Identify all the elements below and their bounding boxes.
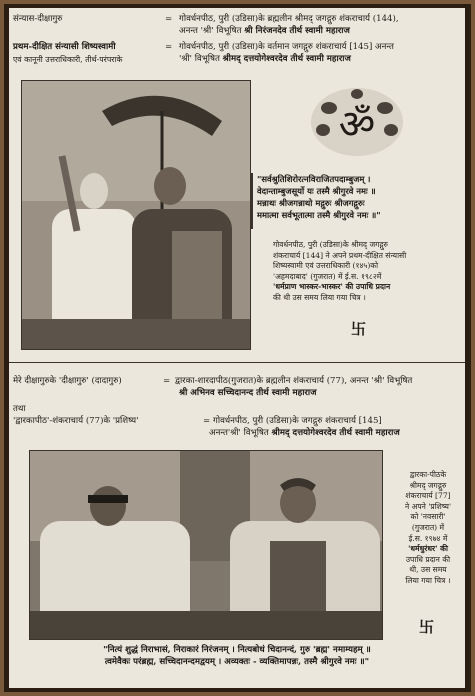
top-header-line-3	[13, 42, 394, 53]
shloka-line: ममात्मा सर्वभूतात्मा तस्मै श्रीगुरवे नमः ॥"	[257, 210, 381, 220]
caption-line: शिष्यस्वामी एवं उत्तराधिकारी (१४५)को	[273, 261, 379, 271]
grand-disciple-label: 'द्वारकापीठ'-शंकराचार्य (77)के 'प्रशिष्य'	[13, 416, 139, 426]
photo-1-caption	[273, 240, 463, 304]
equals-sign: =	[203, 416, 211, 426]
caption-line: श्रीमद् जगद्गुरु	[409, 480, 447, 490]
disciple-details: गोवर्धनपीठ, पुरी (उडिसा)के वर्तमान जगद्गुरु शंकराचार्य [145] अनन्त	[179, 42, 394, 52]
caption-line: 'धर्मधुरंधर' की	[408, 544, 448, 554]
shloka-block-1	[251, 173, 463, 229]
svg-text:ॐ: ॐ	[338, 102, 376, 148]
caption-line: थी, उस समय	[409, 565, 447, 575]
guru-photo-1-art	[22, 81, 250, 349]
mid-header-line-2	[179, 388, 317, 399]
section-divider	[9, 362, 465, 363]
mid-header-line-3	[13, 404, 26, 415]
shloka-line: "सर्वश्रुतिशिरोरत्नविराजितपदाम्बुजम् ।	[257, 174, 371, 184]
caption-line: (गुजरात) में	[411, 522, 445, 532]
top-header-line-2	[179, 26, 350, 37]
swastika-symbol: 卐	[351, 320, 367, 338]
equals-sign: =	[163, 376, 171, 386]
guru-name: श्री निरंजनदेव तीर्थ स्वामी महाराज	[244, 26, 350, 36]
sanyas-guru-details: गोवर्धनपीठ, पुरी (उडिसा)के ब्रह्मलीन श्रीमद् जगद्गुरु शंकराचार्य (144),	[179, 14, 399, 24]
caption-line: 'अहमदाबाद' (गुजरात) में ई.स. १९८२में	[273, 271, 382, 281]
caption-line: की थी उस समय लिया गया चित्र ।	[273, 292, 366, 302]
caption-line: द्वारका-पीठके	[409, 470, 447, 479]
caption-line: गोवर्धनपीठ, पुरी (उडिसा)के श्रीमद् जगद्गुरु	[273, 240, 388, 249]
caption-line: ने अपने 'प्रशिष्य'	[404, 501, 452, 511]
top-header-line-4	[13, 54, 122, 65]
caption-line: 'धर्मप्राण भास्कर-भास्कर' की उपाधि प्रदान	[273, 282, 391, 292]
disciple-name: श्रीमद् दत्तयोगेश्वरदेव तीर्थ स्वामी महाराज	[222, 54, 351, 64]
shloka-line: त्वमेवैकः परंब्रह्म, सच्चिदानन्दमद्वयम् । अव्यक्तः - व्यक्तिमापन्नः, तस्मै श्रीगुरवे नमः ॥"	[104, 657, 370, 667]
title-prefix: अनन्त'श्री' विभूषित	[209, 428, 269, 438]
top-header-line-4-name	[179, 54, 351, 65]
photo-2-caption	[393, 470, 463, 587]
dada-guru-label: मेरे दीक्षागुरुके 'दीक्षागुरु' (दादागुरु)	[13, 376, 122, 386]
successor-label: एवं कानूनी उत्तराधिकारी, तीर्थ-परंपराके	[13, 55, 123, 64]
shloka-line: मन्नाथः श्रीजगन्नाथो मद्गुरुः श्रीजगद्गुरुः	[257, 198, 365, 208]
title-prefix: 'श्री' विभूषित	[179, 54, 220, 64]
shloka-line: वेदान्ताम्बुजसूर्यो यः तस्मै श्रीगुरवे नमः ॥	[257, 186, 376, 196]
top-header-line-1	[13, 14, 399, 25]
caption-line: ई.स. १९७४ में	[408, 533, 448, 543]
om-emblem	[309, 86, 405, 158]
scanned-page	[9, 8, 465, 688]
swastika-symbol: 卐	[419, 618, 435, 636]
grand-disciple-details: गोवर्धनपीठ, पुरी (उडिसा)के जगद्गुरु शंकराचार्य [145]	[213, 416, 382, 426]
caption-line: शंकराचार्य [144] ने अपने प्रथम-दीक्षित संन्यासी	[273, 250, 407, 260]
dada-guru-name: श्री अभिनव सच्चिदानन्द तीर्थ स्वामी महाराज	[179, 388, 317, 398]
dada-guru-details: द्वारका-शारदापीठ(गुजरात)के ब्रह्मलीन शंकराचार्य (77), अनन्त 'श्री' विभूषित	[175, 376, 413, 386]
mid-header-line-5	[209, 428, 400, 439]
equals-sign: =	[165, 14, 173, 24]
title-prefix: अनन्त 'श्री' विभूषित	[179, 26, 242, 36]
mid-header-line-1	[13, 376, 413, 387]
caption-line: उपाधि प्रदान की	[405, 554, 451, 564]
caption-line: शंकराचार्य [77]	[405, 491, 451, 501]
guru-photo-1	[21, 80, 251, 350]
mid-header-line-4	[13, 416, 382, 427]
guru-photo-2-art	[30, 451, 382, 639]
sanyas-guru-label: संन्यास-दीक्षागुरु	[13, 14, 63, 24]
om-icon	[309, 86, 405, 158]
disciple-label: प्रथम-दीक्षित संन्यासी शिष्यस्वामी	[13, 42, 116, 52]
equals-sign: =	[165, 42, 173, 52]
caption-line: लिया गया चित्र ।	[405, 575, 451, 585]
guru-photo-2	[29, 450, 383, 640]
conjunction: तथा	[13, 404, 26, 414]
shloka-block-2	[15, 644, 459, 668]
shloka-line: "नित्यं शुद्धं निराभासं, निराकारं निरंजनम् । नित्यबोधं चिदानन्दं, गुरु 'ब्रह्म' नमाम्यहम् ॥	[103, 645, 371, 655]
caption-line: को 'नवसारी'	[410, 512, 446, 522]
grand-disciple-name: श्रीमद् दत्तयोगेश्वरदेव तीर्थ स्वामी महाराज	[271, 428, 400, 438]
